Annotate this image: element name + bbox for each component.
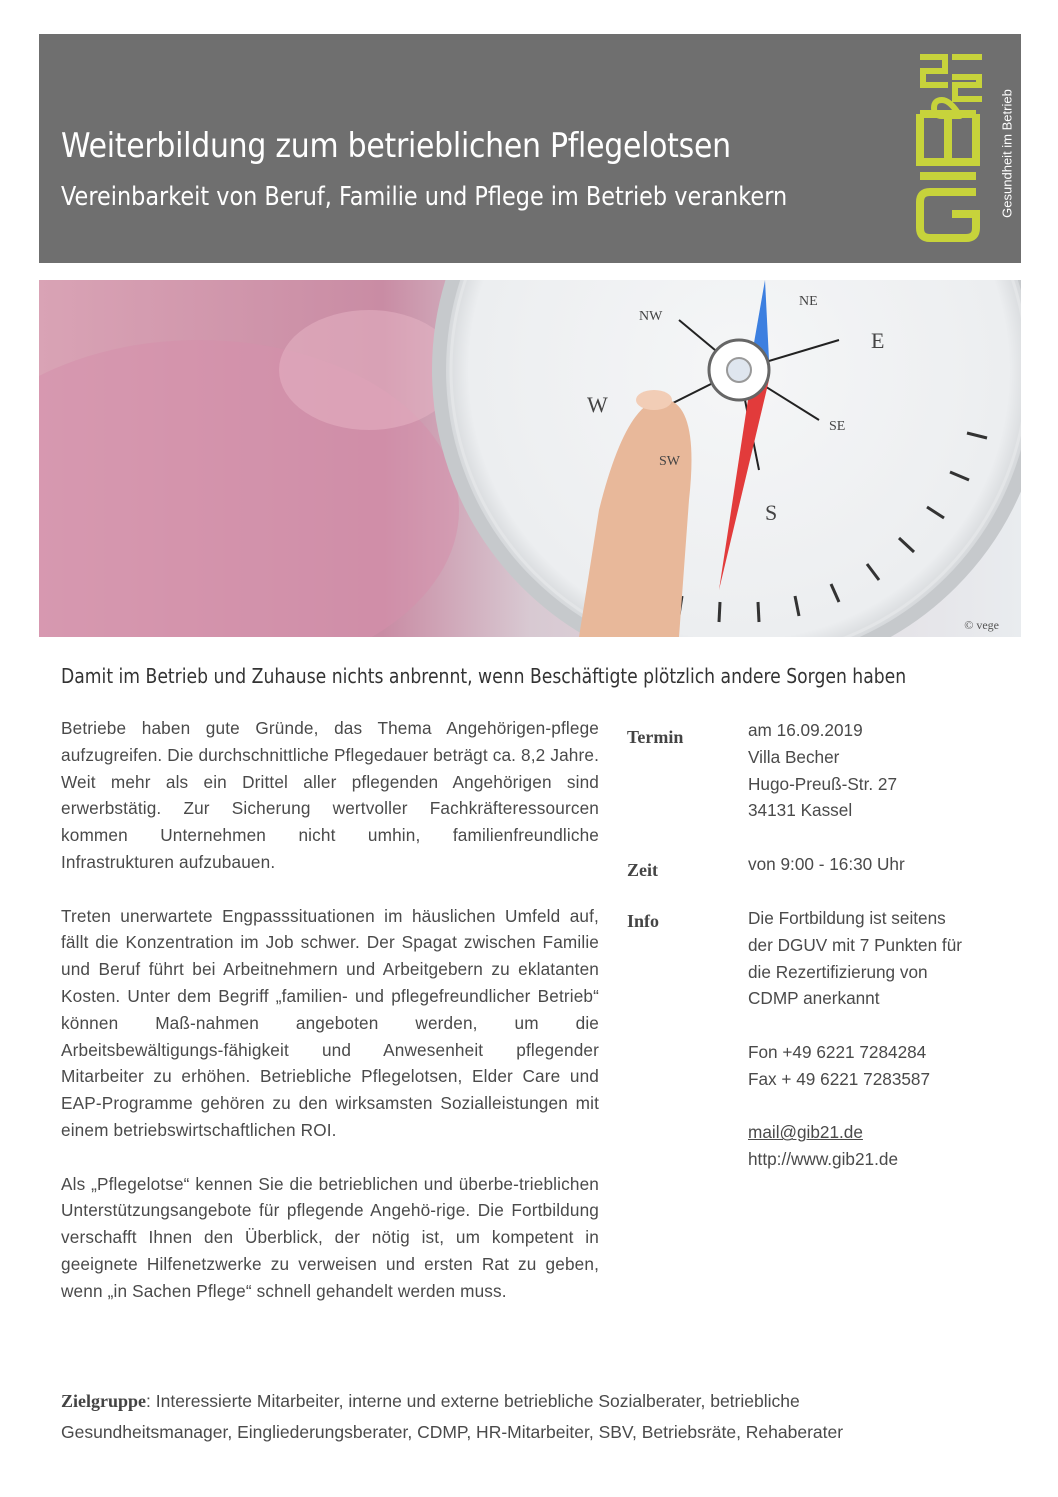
- header-banner: [39, 34, 1021, 263]
- target-group: [61, 1386, 961, 1448]
- termin-label: Termin: [627, 727, 684, 747]
- svg-text:NW: NW: [639, 309, 663, 324]
- website-link[interactable]: http://www.gib21.de: [748, 1149, 899, 1170]
- body-paragraph: Betriebe haben gute Gründe, das Thema Angehörigen-pflege aufzugreifen. Die durchschnittliche Pflegedauer beträgt ca. 8,2 Jahre. Weit mehr als ein Drittel aller pflegenden Angehörigen sind erwerbstätig. Zur Sicherung wertvoller Fachkräfteressourcen kommen Unternehmen nicht umhin, familienfreundliche Infrastrukturen aufzubauen.: [61, 718, 599, 872]
- page-title: Weiterbildung zum betrieblichen Pflegelotsen: [61, 126, 731, 166]
- info-label: Info: [627, 911, 660, 931]
- email-link[interactable]: mail@gib21.de: [748, 1122, 863, 1143]
- termin-value: am 16.09.2019 Villa Becher Hugo-Preuß-Str. 27 34131 Kassel: [748, 720, 898, 821]
- svg-text:SW: SW: [659, 454, 680, 469]
- image-copyright: © vege: [964, 618, 999, 632]
- page-subtitle: Vereinbarkeit von Beruf, Familie und Pflege im Betrieb verankern: [61, 182, 788, 212]
- body-paragraph: Als „Pflegelotse“ kennen Sie die betrieblichen und überbe-trieblichen Unterstützungsangebote für pflegende Angehö-rige. Die Fortbildung verschafft Ihnen den Überblick, der nötig ist, um kompetent in geeignete Hilfenetzwerke zu verweisen und ersten Rat zu geben, wenn „in Sachen Pflege“ schnell gehandelt werden muss.: [61, 1173, 599, 1301]
- svg-text:SE: SE: [829, 419, 846, 434]
- lead-heading: Damit im Betrieb und Zuhause nichts anbrennt, wenn Beschäftigte plötzlich andere Sorgen haben: [61, 664, 907, 688]
- logo-tagline: Gesundheit im Betrieb: [999, 89, 1015, 218]
- svg-text:E: E: [871, 328, 885, 353]
- zeit-value: von 9:00 - 16:30 Uhr: [748, 854, 905, 874]
- body-text: [61, 715, 599, 1331]
- body-paragraph: Treten unerwartete Engpasssituationen im häuslichen Umfeld auf, fällt die Konzentration im Job schwer. Der Spagat zwischen Familie und Beruf führt bei Arbeitnehmern und Arbeitgebern zu eklatanten Kosten. Unter dem Begriff „familien- und pflegefreundlicher Betrieb“ können Maß-nahmen angeboten werden, um die Arbeitsbewältigungs-fähigkeit und Anwesenheit pflegender Mitarbeiter zu erhöhen. Betriebliche Pflegelotsen, Elder Care und EAP-Programme gehören zu den wirksamsten Sozialleistungen mit einem betriebswirtschaftlichen ROI.: [61, 905, 599, 1140]
- svg-text:W: W: [587, 392, 608, 417]
- zeit-label: Zeit: [627, 860, 658, 880]
- svg-text:NE: NE: [799, 294, 818, 309]
- target-group-label: Zielgruppe: [61, 1391, 147, 1411]
- fax-number: Fax + 49 6221 7283587: [748, 1068, 931, 1089]
- phone-number: Fon +49 6221 7284284: [748, 1041, 927, 1062]
- svg-text:S: S: [765, 500, 778, 525]
- hero-image-compass: [39, 280, 1021, 637]
- target-group-text: : Interessierte Mitarbeiter, interne und externe betriebliche Sozialberater, betriebliche Gesundheitsmanager, Eingliederungsberater, CDMP, HR-Mitarbeiter, SBV, Betriebsräte, Rehaberater: [61, 1391, 844, 1442]
- info-value: Die Fortbildung ist seitens der DGUV mit 7 Punkten für die Rezertifizierung von CDMP anerkannt Fon +49 6221 7284284 Fax + 49 6221 7283587 mail@gib21.de http://www.gib21.de: [748, 905, 962, 1173]
